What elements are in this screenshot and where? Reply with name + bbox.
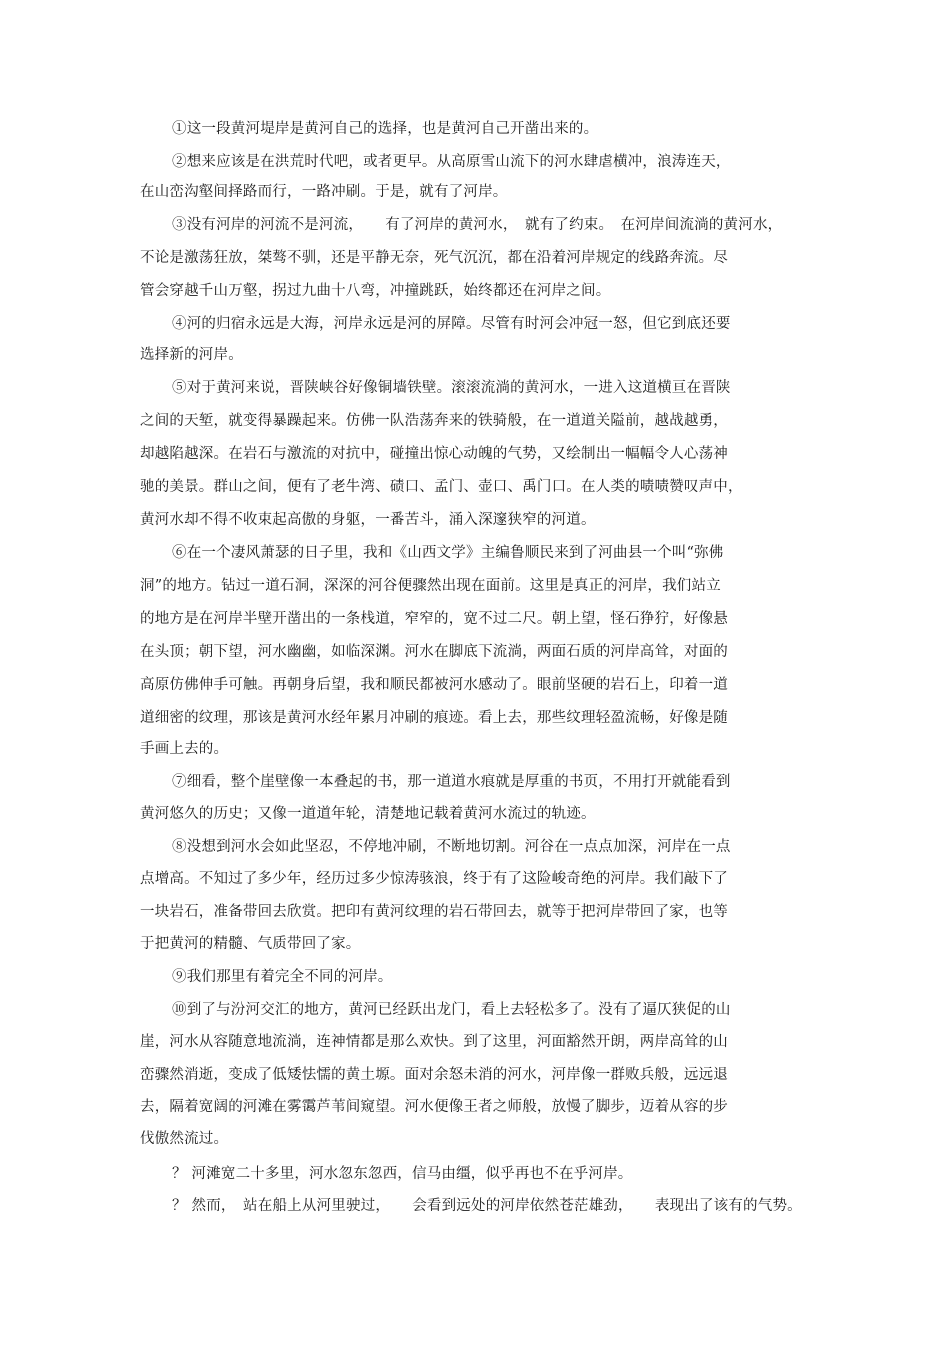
paragraph-5-line-2: 之间的天堑，就变得暴躁起来。仿佛一队浩荡奔来的铁骑般，在一道道关隘前，越战越勇， [140,413,728,429]
paragraph-2-line-2: 在山峦沟壑间择路而行，一路冲刷。于是，就有了河岸。 [140,184,508,200]
paragraph-4-line-1: ④河的归宿永远是大海，河岸永远是河的屏障。尽管有时河会冲冠一怒，但它到底还要 [172,316,731,332]
paragraph-12-line-1: ？ 然而， 站在船上从河里驶过， 会看到远处的河岸依然苍茫雄劲， 表现出了该有的气势。 [172,1198,802,1214]
paragraph-4-line-2: 选择新的河岸。 [140,347,243,363]
paragraph-9-line-1: ⑨我们那里有着完全不同的河岸。 [172,969,393,985]
paragraph-6-line-6: 道细密的纹理，那该是黄河水经年累月冲刷的痕迹。看上去，那些纹理轻盈流畅，好像是随 [140,710,728,726]
paragraph-6-line-1: ⑥在一个凄风萧瑟的日子里，我和《山西文学》主编鲁顺民来到了河曲县一个叫“弥佛 [172,545,724,561]
paragraph-7-line-1: ⑦细看，整个崖壁像一本叠起的书，那一道道水痕就是厚重的书页，不用打开就能看到 [172,774,731,790]
paragraph-6-line-3: 的地方是在河岸半壁开凿出的一条栈道，窄窄的，宽不过二尺。朝上望，怪石狰狞，好像悬 [140,611,728,627]
paragraph-10-line-4: 去，隔着宽阔的河滩在雾霭芦苇间窥望。河水便像王者之师般，放慢了脚步，迈着从容的步 [140,1099,728,1115]
paragraph-10-line-3: 峦骤然消逝，变成了低矮怯懦的黄土塬。面对余怒未消的河水，河岸像一群败兵般，远远退 [140,1067,728,1083]
paragraph-3-line-1: ③没有河岸的河流不是河流， 有了河岸的黄河水， 就有了约束。 在河岸间流淌的黄河水， [172,217,783,233]
paragraph-1-line-1: ①这一段黄河堤岸是黄河自己的选择，也是黄河自己开凿出来的。 [172,121,599,137]
paragraph-5-line-4: 驰的美景。群山之间，便有了老牛湾、碛口、孟门、壶口、禹门口。在人类的啧啧赞叹声中， [140,479,743,495]
paragraph-8-line-3: 一块岩石，准备带回去欣赏。把印有黄河纹理的岩石带回去，就等于把河岸带回了家，也等 [140,904,728,920]
paragraph-10-line-5: 伐傲然流过。 [140,1131,229,1147]
paragraph-6-line-5: 高原仿佛伸手可触。再朝身后望，我和顺民都被河水感动了。眼前坚硬的岩石上，印着一道 [140,677,728,693]
paragraph-5-line-3: 却越陷越深。在岩石与激流的对抗中，碰撞出惊心动魄的气势，又绘制出一幅幅令人心荡神 [140,446,728,462]
paragraph-10-line-2: 崖，河水从容随意地流淌，连神情都是那么欢快。到了这里，河面豁然开朗，两岸高耸的山 [140,1034,728,1050]
paragraph-7-line-2: 黄河悠久的历史；又像一道道年轮，清楚地记载着黄河水流过的轨迹。 [140,806,596,822]
paragraph-3-line-2: 不论是激荡狂放，桀骜不驯，还是平静无奈，死气沉沉，都在沿着河岸规定的线路奔流。尽 [140,250,728,266]
paragraph-6-line-7: 手画上去的。 [140,741,229,757]
paragraph-3-line-3: 管会穿越千山万壑，拐过九曲十八弯，冲撞跳跃，始终都还在河岸之间。 [140,283,611,299]
paragraph-8-line-4: 于把黄河的精髓、气质带回了家。 [140,936,361,952]
paragraph-6-line-4: 在头顶；朝下望，河水幽幽，如临深渊。河水在脚底下流淌，两面石质的河岸高耸，对面的 [140,644,728,660]
paragraph-8-line-1: ⑧没想到河水会如此坚忍，不停地冲刷，不断地切割。河谷在一点点加深，河岸在一点 [172,839,731,855]
paragraph-8-line-2: 点增高。不知过了多少年，经历过多少惊涛骇浪，终于有了这险峻奇绝的河岸。我们敲下了 [140,871,728,887]
paragraph-2-line-1: ②想来应该是在洪荒时代吧，或者更早。从高原雪山流下的河水肆虐横冲，浪涛连天， [172,154,731,170]
paragraph-10-line-1: ⑩到了与汾河交汇的地方，黄河已经跃出龙门，看上去轻松多了。没有了逼仄狭促的山 [172,1002,731,1018]
paragraph-11-line-1: ？ 河滩宽二十多里，河水忽东忽西，信马由缰，似乎再也不在乎河岸。 [172,1166,633,1182]
paragraph-5-line-1: ⑤对于黄河来说，晋陕峡谷好像铜墙铁壁。滚滚流淌的黄河水，一进入这道横亘在晋陕 [172,380,731,396]
paragraph-5-line-5: 黄河水却不得不收束起高傲的身躯，一番苦斗，涌入深邃狭窄的河道。 [140,512,596,528]
paragraph-6-line-2: 洞”的地方。钻过一道石洞，深深的河谷便骤然出现在面前。这里是真正的河岸，我们站立 [140,578,721,594]
